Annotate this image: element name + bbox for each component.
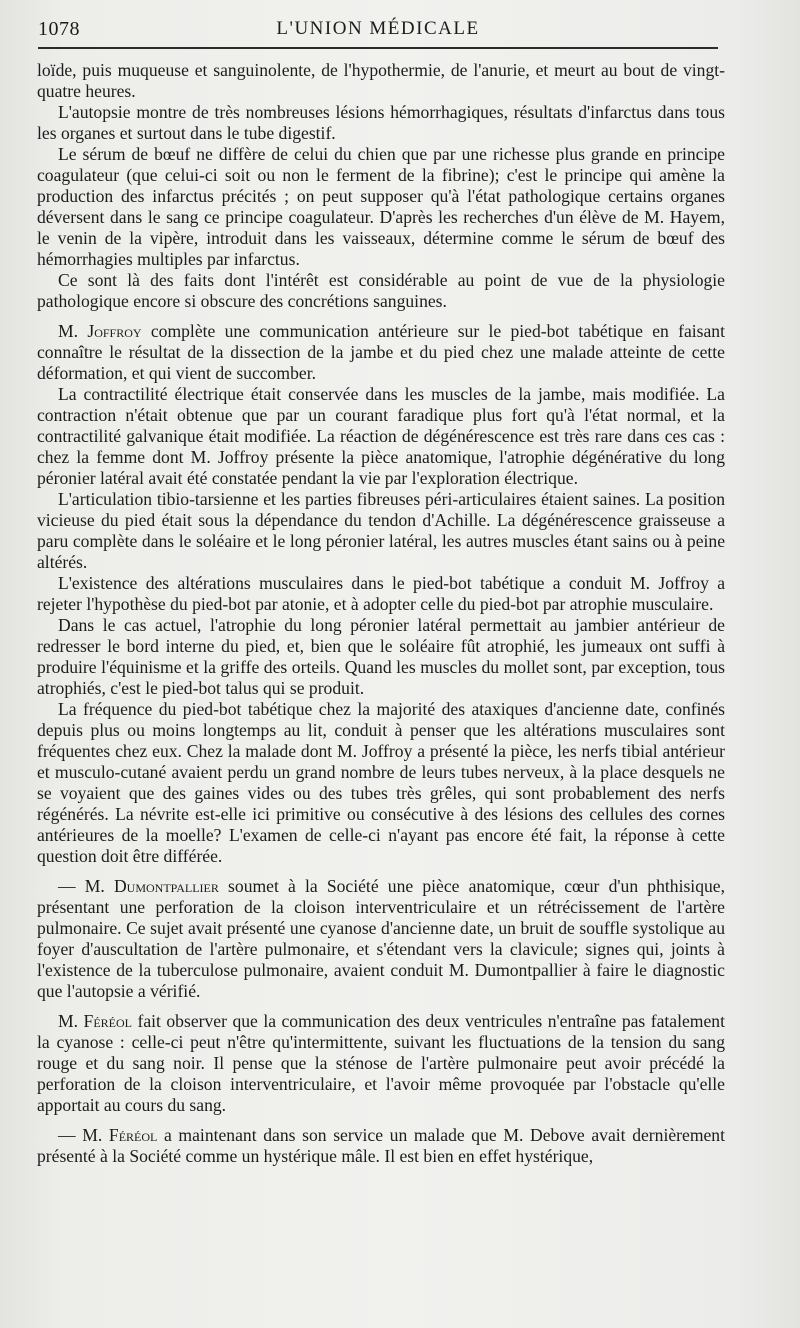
- page-number: 1078: [38, 18, 80, 40]
- paragraph: [37, 384, 725, 489]
- paragraph-text: La contractilité électrique était conservée dans les muscles de la jambe, mais modifiée. La contraction n'était obtenue que par un courant faradique plus fort qu'à l'état normal, et la contractilité galvanique était modifiée. La réaction de dégénérescence est très rare dans ces cas : chez la femme dont M. Joffroy présente la pièce anatomique, l'atrophie dégénérative du long péronier latéral avait été constatée pendant la vie par l'exploration électrique.: [37, 384, 725, 488]
- speaker-name: Dumontpallier: [113, 876, 219, 896]
- paragraph-text: Ce sont là des faits dont l'intérêt est considérable au point de vue de la physiologie pathologique encore si obscure des concrétions sanguines.: [37, 270, 725, 311]
- paragraph-text: soumet à la Société une pièce anatomique, cœur d'un phthisique, présentant une perforation de la cloison interventriculaire et un rétrécissement de l'artère pulmonaire. Ce sujet avait présenté une cyanose d'ancienne date, un bruit de souffle systolique au foyer d'auscultation de l'artère pulmonaire, et s'étendant vers la clavicule; signes qui, joints à l'existence de la tuberculose pulmonaire, avaient conduit M. Dumontpallier à faire le diagnostic que l'autopsie a vérifié.: [37, 876, 725, 1001]
- paragraph-lead: M.: [58, 321, 88, 341]
- paragraph-lead: — M.: [58, 876, 114, 896]
- article-body: [37, 60, 725, 1167]
- speaker-name: Féréol: [83, 1011, 132, 1031]
- paragraph: [37, 60, 725, 102]
- paragraph-joffroy: [37, 321, 725, 384]
- paragraph-fereol-2: [37, 1125, 725, 1167]
- paragraph-text: complète une communication antérieure sur le pied-bot tabétique en faisant connaître le résultat de la dissection de la jambe et du pied chez une malade atteinte de cette déformation, et qui vient de succomber.: [37, 321, 725, 383]
- paragraph-text: Le sérum de bœuf ne diffère de celui du chien que par une richesse plus grande en principe coagulateur (que celui-ci soit ou non le ferment de la fibrine); c'est le principe qui amène la production des infarctus précités ; on peut supposer qu'à l'état pathologique certains organes déversent dans le sang ce principe coagulateur. D'après les recherches d'un élève de M. Hayem, le venin de la vipère, introduit dans les vaisseaux, détermine comme le sérum de bœuf des hémorrhagies multiples par infarctus.: [37, 144, 725, 269]
- paragraph-lead: M.: [58, 1011, 84, 1031]
- page-header: [38, 12, 758, 46]
- paragraph-text: a maintenant dans son service un malade que M. Debove avait dernièrement présenté à la Société comme un hystérique mâle. Il est bien en effet hystérique,: [37, 1125, 725, 1166]
- paragraph-text: La fréquence du pied-bot tabétique chez la majorité des ataxiques d'ancienne date, confinés depuis plus ou moins longtemps au lit, conduit à penser que les altérations musculaires sont fréquentes chez eux. Chez la malade dont M. Joffroy a présenté la pièce, les nerfs tibial antérieur et musculo-cutané avaient perdu un grand nombre de leurs tubes nerveux, à la place desquels ne se voyaient que des gaines vides ou des tubes très grêles, qui sont probablement des nerfs régénérés. La névrite est-elle ici primitive ou consécutive à des lésions des cellules des cornes antérieures de la moelle? L'examen de celle-ci n'ayant pas encore été fait, la réponse à cette question doit être différée.: [37, 699, 725, 866]
- speaker-name: Féréol: [108, 1125, 158, 1145]
- speaker-name: Joffroy: [87, 321, 142, 341]
- header-rule: [38, 47, 718, 49]
- paragraph: [37, 615, 725, 699]
- paragraph: [37, 699, 725, 867]
- paragraph-dumontpallier: [37, 876, 725, 1002]
- running-title: L'UNION MÉDICALE: [276, 18, 480, 39]
- paragraph: [37, 102, 725, 144]
- paragraph-lead: — M.: [58, 1125, 109, 1145]
- paragraph: [37, 144, 725, 270]
- paragraph-text: loïde, puis muqueuse et sanguinolente, de l'hypothermie, de l'anurie, et meurt au bout de vingt-quatre heures.: [37, 60, 725, 101]
- paragraph-fereol: [37, 1011, 725, 1116]
- paragraph-text: Dans le cas actuel, l'atrophie du long péronier latéral permettait au jambier antérieur de redresser le bord interne du pied, et, bien que le soléaire fût atrophié, les jumeaux ont suffi à produire l'équinisme et la griffe des orteils. Quand les muscles du mollet sont, par exception, tous atrophiés, c'est le pied-bot talus qui se produit.: [37, 615, 725, 698]
- paragraph-text: L'articulation tibio-tarsienne et les parties fibreuses péri-articulaires étaient saines. La position vicieuse du pied était sous la dépendance du tendon d'Achille. La dégénérescence graisseuse a paru complète dans le soléaire et le long péronier latéral, les autres muscles étant sains ou à peine altérés.: [37, 489, 725, 572]
- paragraph-text: fait observer que la communication des deux ventricules n'entraîne pas fatalement la cyanose : celle-ci peut n'être qu'intermittente, suivant les fluctuations de la tension du sang rouge et du sang noir. Il pense que la sténose de l'artère pulmonaire peut avoir précédé la perforation de la cloison interventriculaire, et l'avoir même provoquée par l'obstacle qu'elle apportait au cours du sang.: [37, 1011, 725, 1115]
- paragraph: [37, 270, 725, 312]
- paragraph: [37, 489, 725, 573]
- paragraph: [37, 573, 725, 615]
- paragraph-text: L'autopsie montre de très nombreuses lésions hémorrhagiques, résultats d'infarctus dans tous les organes et surtout dans le tube digestif.: [37, 102, 725, 143]
- paragraph-text: L'existence des altérations musculaires dans le pied-bot tabétique a conduit M. Joffroy a rejeter l'hypothèse du pied-bot par atonie, et à adopter celle du pied-bot par atrophie musculaire.: [37, 573, 725, 614]
